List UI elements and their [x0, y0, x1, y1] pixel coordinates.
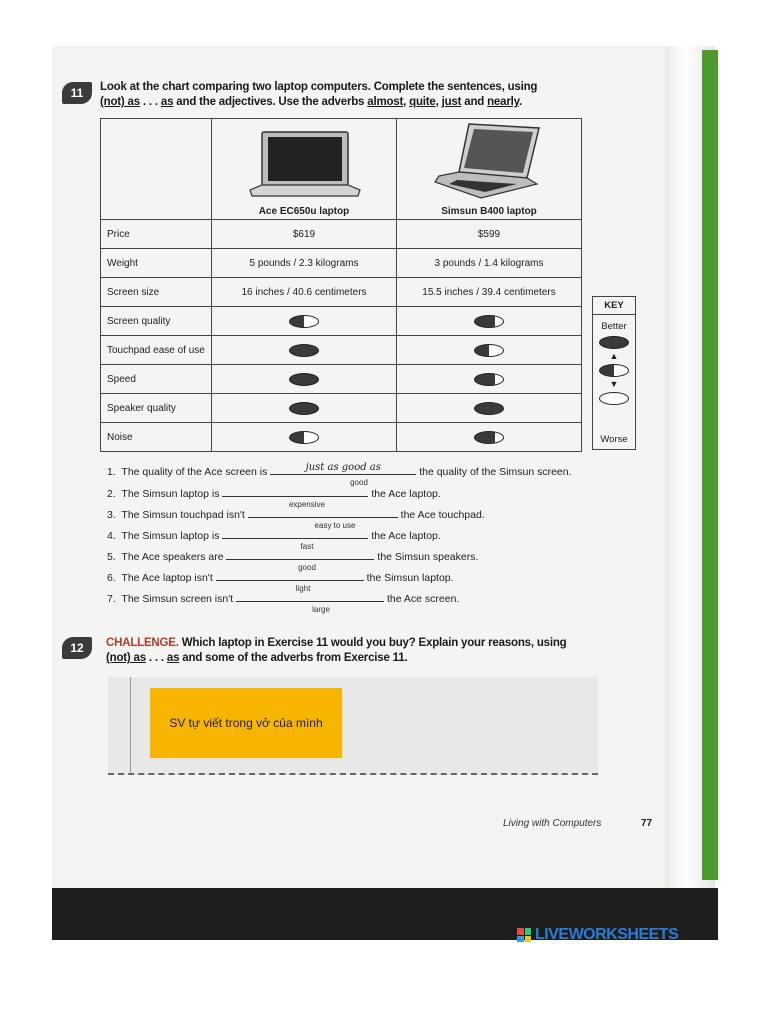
- simsun-value: 3 pounds / 1.4 kilograms: [397, 249, 582, 278]
- answer-blank[interactable]: [216, 580, 364, 581]
- full-rating-icon: [289, 402, 319, 415]
- liveworksheets-watermark: [517, 926, 678, 944]
- row-label: Speed: [101, 365, 212, 394]
- answer-blank[interactable]: [222, 538, 368, 539]
- table-row: [101, 278, 582, 307]
- full-rating-icon: [474, 402, 504, 415]
- key-title: KEY: [593, 297, 635, 315]
- exercise-11-instructions: Look at the chart comparing two laptop computers. Complete the sentences, using (not) as . . . as and the adjectives. Use the adverbs almost, quite, just and nearly.: [100, 81, 538, 108]
- half-rating-icon: [289, 315, 319, 328]
- row-label: Screen size: [101, 278, 212, 307]
- arrow-down-icon: ▼: [609, 379, 619, 389]
- table-row: [101, 336, 582, 365]
- answer-blank[interactable]: [270, 462, 416, 475]
- watermark-text: LIVEWORKSHEETS: [535, 926, 679, 943]
- key-worse-label: Worse: [600, 434, 628, 445]
- page-number: 77: [641, 818, 653, 829]
- teacher-note: SV tự viết trong vở của mình: [150, 688, 342, 758]
- ace-value: 5 pounds / 2.3 kilograms: [212, 249, 397, 278]
- row-label: Noise: [101, 423, 212, 452]
- key-full-icon: [599, 336, 629, 349]
- simsun-value: $599: [397, 220, 582, 249]
- exercise-11-badge: 11: [62, 82, 92, 104]
- key-better-label: Better: [601, 321, 627, 332]
- liveworksheets-logo-icon: [517, 928, 531, 942]
- sentence-item: 1. The quality of the Ace screen is just as good as the quality of the Simsun screen. good: [107, 462, 572, 487]
- adjective-hint: good: [298, 563, 316, 572]
- sentence-item: 7. The Simsun screen isn't the Ace screen. large: [107, 593, 460, 614]
- ace-header-cell: [212, 119, 397, 220]
- full-rating-icon: [289, 373, 319, 386]
- full-rating-icon: [289, 344, 319, 357]
- half-rating-icon: [289, 431, 319, 444]
- table-row: [101, 423, 582, 452]
- mostly-full-rating-icon: [474, 431, 504, 444]
- row-label: Speaker quality: [101, 394, 212, 423]
- adjective-hint: light: [295, 584, 311, 593]
- arrow-up-icon: ▲: [609, 351, 619, 361]
- row-label: Touchpad ease of use: [101, 336, 212, 365]
- simsun-header-cell: [397, 119, 582, 220]
- adjective-hint: easy to use: [314, 521, 356, 530]
- table-row: [101, 249, 582, 278]
- exercise-12-badge: 12: [62, 637, 92, 659]
- sentence-item: 6. The Ace laptop isn't the Simsun laptop. light: [107, 572, 454, 593]
- ace-value: $619: [212, 220, 397, 249]
- ace-laptop-image: [244, 128, 364, 200]
- answer-blank[interactable]: [222, 496, 368, 497]
- table-row: [101, 220, 582, 249]
- chapter-title: Living with Computers: [503, 818, 602, 829]
- adjective-hint: good: [350, 478, 368, 487]
- mostly-full-rating-icon: [474, 373, 504, 386]
- ace-value: 16 inches / 40.6 centimeters: [212, 278, 397, 307]
- row-label: Weight: [101, 249, 212, 278]
- answer-text: just as good as: [305, 462, 381, 473]
- simsun-laptop-name: Simsun B400 laptop: [441, 206, 537, 217]
- adjective-hint: fast: [300, 542, 314, 551]
- half-rating-icon: [474, 344, 504, 357]
- notebook-margin-line: [130, 677, 131, 773]
- answer-blank[interactable]: [236, 601, 384, 602]
- exercise-12-instructions: CHALLENGE. Which laptop in Exercise 11 would you buy? Explain your reasons, using (not) as . . . as and some of the adverbs from Exercise 11.: [106, 637, 567, 664]
- green-edge: [702, 50, 718, 880]
- adjective-hint: expensive: [288, 500, 326, 509]
- key-scale: [593, 336, 635, 405]
- table-row: [101, 365, 582, 394]
- simsun-value: 15.5 inches / 39.4 centimeters: [397, 278, 582, 307]
- ace-laptop-name: Ace EC650u laptop: [258, 206, 350, 217]
- answer-blank[interactable]: [226, 559, 374, 560]
- sentence-item: 4. The Simsun laptop is the Ace laptop. fast: [107, 530, 441, 551]
- rating-key: [592, 296, 636, 450]
- row-label: Screen quality: [101, 307, 212, 336]
- table-corner-cell: [101, 119, 212, 220]
- key-half-icon: [599, 364, 629, 377]
- simsun-laptop-image: [429, 120, 549, 200]
- table-header-row: [101, 119, 582, 220]
- answer-blank[interactable]: [248, 517, 398, 518]
- table-row: [101, 307, 582, 336]
- sentence-item: 2. The Simsun laptop is the Ace laptop. expensive: [107, 488, 441, 509]
- mostly-full-rating-icon: [474, 315, 504, 328]
- laptop-comparison-table: [100, 118, 582, 452]
- sentence-item: 5. The Ace speakers are the Simsun speakers. good: [107, 551, 479, 572]
- sentence-item: 3. The Simsun touchpad isn't the Ace touchpad. easy to use: [107, 509, 485, 530]
- adjective-hint: large: [312, 605, 330, 614]
- key-empty-icon: [599, 392, 629, 405]
- table-row: [101, 394, 582, 423]
- row-label: Price: [101, 220, 212, 249]
